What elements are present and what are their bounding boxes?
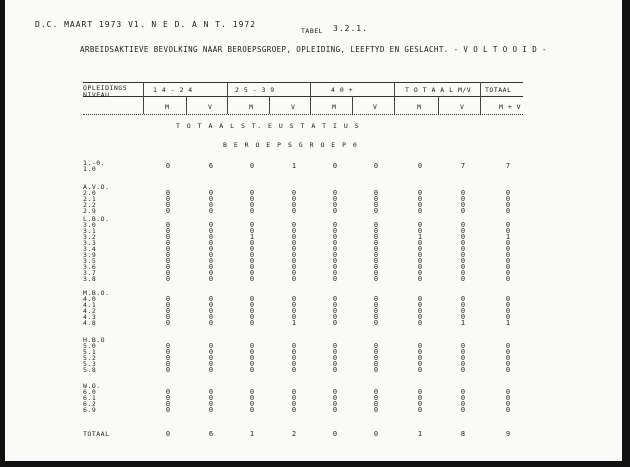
col-divider <box>227 82 228 114</box>
col-divider <box>310 82 311 96</box>
row-labels: 1.-0. 1.0 <box>83 159 106 173</box>
sub-header: M <box>417 103 422 111</box>
total-value: 0 <box>165 430 171 438</box>
value-cell: 6 <box>208 162 214 170</box>
total-label: TOTAAL <box>83 430 110 438</box>
value-cell: 0 0 0 0 0 0 0 0 0 0 <box>165 221 171 283</box>
header-rule-top <box>83 82 523 83</box>
table-title: ARBEIDSAKTIEVE BEVOLKING NAAR BEROEPSGROEP, OPLEIDING, LEEFTYD EN GESLACHT. - V O L T O O I D - <box>80 45 547 54</box>
value-cell: 0 0 0 0 0 <box>505 342 511 374</box>
value-cell: 0 0 0 0 <box>208 388 214 414</box>
value-cell: 0 0 0 0 0 <box>373 295 379 327</box>
value-cell: 0 0 1 0 0 0 0 0 0 0 <box>249 221 255 283</box>
col-divider <box>310 96 311 114</box>
row-labels: W.O. 6.0 6.1 6.2 6.9 <box>83 382 101 414</box>
sub-header: V <box>208 103 213 111</box>
value-cell: 0 0 1 0 0 0 0 0 0 0 <box>505 221 511 283</box>
group-totaal: TOTAAL <box>485 86 512 94</box>
header-rule-mid <box>83 96 523 97</box>
value-cell: 0 0 0 0 0 0 0 0 0 0 <box>373 221 379 283</box>
value-cell: 0 0 0 0 0 0 0 0 0 0 <box>291 221 297 283</box>
value-cell: 0 <box>165 162 171 170</box>
value-cell: 0 0 0 0 0 <box>208 342 214 374</box>
value-cell: 0 0 0 0 0 <box>291 342 297 374</box>
total-value: 2 <box>291 430 297 438</box>
table-number: 3.2.1. <box>333 24 368 33</box>
value-cell: 0 0 1 0 0 0 0 0 0 0 <box>417 221 423 283</box>
value-cell: 0 0 0 0 <box>165 189 171 215</box>
total-value: 1 <box>249 430 255 438</box>
col-divider <box>480 82 481 114</box>
col-divider <box>438 96 439 114</box>
value-cell: 0 0 0 0 <box>208 189 214 215</box>
group-title: B E R O E P S G R O E P 0 <box>223 141 359 149</box>
value-cell: 7 <box>505 162 511 170</box>
table-label: TABEL <box>301 27 324 35</box>
header-line: D.C. MAART 1973 V1. N E D. A N T. 1972 <box>35 20 257 29</box>
value-cell: 0 0 0 0 <box>373 388 379 414</box>
value-cell: 0 0 0 0 1 <box>505 295 511 327</box>
group-40-plus: 4 0 + <box>331 86 354 94</box>
row-head-2: NIVEAU <box>83 91 110 99</box>
col-divider <box>352 96 353 114</box>
value-cell: 0 0 0 0 <box>505 388 511 414</box>
value-cell: 0 0 0 0 0 <box>249 342 255 374</box>
value-cell: 0 0 0 0 0 <box>417 295 423 327</box>
row-labels: L.B.O. 3.0 3.1 3.2 3.3 3.4 3.9 3.5 3.6 3.7 3.8 <box>83 215 110 283</box>
value-cell: 0 0 0 0 <box>291 388 297 414</box>
value-cell: 0 0 0 0 <box>373 189 379 215</box>
value-cell: 0 0 0 0 <box>417 388 423 414</box>
row-labels: M.B.O. 4.0 4.1 4.2 4.3 4.8 <box>83 289 110 327</box>
col-divider <box>143 82 144 114</box>
group-totaal-mv: T O T A A L M/V <box>405 86 472 94</box>
value-cell: 7 <box>460 162 466 170</box>
row-head-1: OPLEIDINGS <box>83 84 128 92</box>
sub-header: M <box>332 103 337 111</box>
value-cell: 0 0 0 0 0 0 0 0 0 0 <box>208 221 214 283</box>
value-cell: 0 0 0 0 1 <box>460 295 466 327</box>
sub-header: M <box>165 103 170 111</box>
col-divider <box>269 96 270 114</box>
value-cell: 0 0 0 0 0 0 0 0 0 0 <box>460 221 466 283</box>
group-25-39: 2 5 - 3 9 <box>235 86 275 94</box>
sub-header: M <box>249 103 254 111</box>
value-cell: 0 0 0 0 <box>332 189 338 215</box>
value-cell: 0 0 0 0 0 <box>417 342 423 374</box>
value-cell: 0 0 0 0 0 0 0 0 0 0 <box>332 221 338 283</box>
value-cell: 0 <box>249 162 255 170</box>
col-divider <box>394 82 395 114</box>
value-cell: 1 <box>291 162 297 170</box>
col-divider <box>186 96 187 114</box>
value-cell: 0 0 0 0 1 <box>291 295 297 327</box>
row-labels: H.B.O 5.0 5.1 5.2 5.3 5.8 <box>83 336 106 374</box>
value-cell: 0 0 0 0 0 <box>460 342 466 374</box>
sub-header: V <box>460 103 465 111</box>
group-14-24: 1 4 - 2 4 <box>153 86 193 94</box>
value-cell: 0 <box>417 162 423 170</box>
value-cell: 0 0 0 0 0 <box>165 295 171 327</box>
section-title: T O T A A L S T. E U S T A T I U S <box>176 122 361 130</box>
value-cell: 0 0 0 0 <box>505 189 511 215</box>
value-cell: 0 0 0 0 <box>249 388 255 414</box>
sub-header: V <box>373 103 378 111</box>
total-value: 6 <box>208 430 214 438</box>
total-value: 8 <box>460 430 466 438</box>
total-value: 9 <box>505 430 511 438</box>
header-rule-bottom <box>83 114 523 115</box>
row-labels: A.V.O. 2.0 2.1 2.2 2.9 <box>83 183 110 215</box>
sub-header: M + V <box>499 103 522 111</box>
value-cell: 0 <box>332 162 338 170</box>
value-cell: 0 0 0 0 <box>291 189 297 215</box>
value-cell: 0 0 0 0 <box>165 388 171 414</box>
value-cell: 0 0 0 0 0 <box>208 295 214 327</box>
sub-header: V <box>291 103 296 111</box>
document-page <box>5 0 622 461</box>
total-value: 0 <box>373 430 379 438</box>
value-cell: 0 0 0 0 <box>460 189 466 215</box>
value-cell: 0 0 0 0 0 <box>373 342 379 374</box>
value-cell: 0 0 0 0 0 <box>165 342 171 374</box>
value-cell: 0 <box>373 162 379 170</box>
value-cell: 0 0 0 0 <box>332 388 338 414</box>
value-cell: 0 0 0 0 <box>460 388 466 414</box>
total-value: 1 <box>417 430 423 438</box>
value-cell: 0 0 0 0 <box>249 189 255 215</box>
value-cell: 0 0 0 0 <box>417 189 423 215</box>
value-cell: 0 0 0 0 0 <box>249 295 255 327</box>
total-value: 0 <box>332 430 338 438</box>
value-cell: 0 0 0 0 0 <box>332 342 338 374</box>
value-cell: 0 0 0 0 0 <box>332 295 338 327</box>
